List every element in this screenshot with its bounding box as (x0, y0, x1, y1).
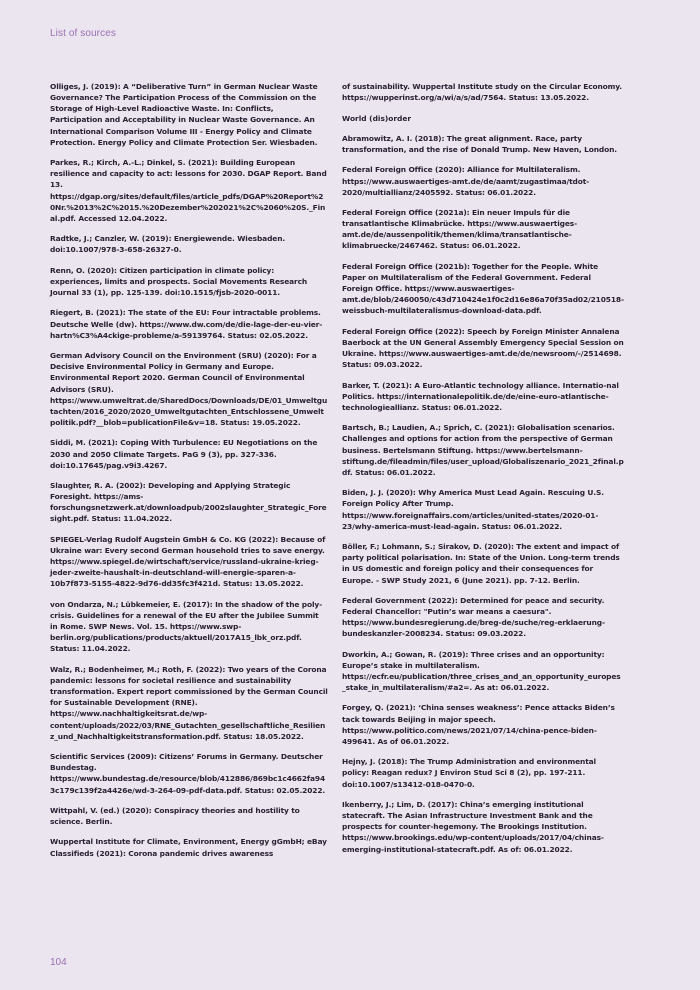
reference-entry: Federal Foreign Office (2021a): Ein neuer Impuls für die transatlantische Klimabrücke. https://www.auswaertiges-amt.de/de/aussenpolitik/themen/klima/transatlantische-klimabruecke/2467462. Status: 06.01.2022. (342, 208, 578, 251)
reference-entry: Renn, O. (2020): Citizen participation in climate policy: experiences, limits and prospects. Social Movements Research Journal 33 (1), pp. 125-139. doi:10.1515/fjsb-2020-0011. (50, 265, 308, 298)
reference-entry: Federal Foreign Office (2021b): Together for the People. White Paper on Multilateralism of the Federal Government. Federal Foreign Office. https://www.auswaertiges-amt.de/blob/2460050/c43d710424e1f0c2d16e86a70f35ad02/210518-weissbuch-multilateralismus-download-data.pdf. (342, 261, 624, 316)
reference-entry: Federal Foreign Office (2020): Alliance for Multilateralism. https://www.auswaertiges-amt.de/de/aamt/zugastimaa/tdot-2020/multiallianz/2405592. Status: 06.01.2022. (342, 165, 590, 197)
reference-entry: Barker, T. (2021): A Euro-Atlantic technology alliance. Internatio-nal Politics. https://internationalepolitik.de/de/eine-euro-atlantische-technologieallianz. Status: 06.01.2022. (342, 380, 619, 412)
reference-entry: Parkes, R.; Kirch, A.-L.; Dinkel, S. (2021): Building European resilience and capacity to act: lessons for 2030. DGAP Report. Band 13. https://dgap.org/sites/default/files/article_pdfs/DGAP%20Report%20Nr.%2013%2C%2015.%20Dezember%202021%2C%2060%20S._Final.pdf. Accessed 12.04.2022. (50, 158, 327, 223)
reference-entry: Wittpahl, V. (ed.) (2020): Conspiracy theories and hostility to science. Berlin. (50, 805, 300, 826)
reference-entry: German Advisory Council on the Environment (SRU) (2020): For a Decisive Environmental Policy in Germany and Europe. Environmental Report 2020. German Council of Environmental Advisors (SRU). https://www.umweltrat.de/SharedDocs/Downloads/DE/01_Umweltgutachten/2016_2020/2020_Umweltgutachten_Entschlossene_Umweltpolitik.pdf?__blob=publicationFile&v=18. Status: 19.05.2022. (50, 351, 328, 427)
reference-entry: Hejny, J. (2018): The Trump Administration and environmental policy: Reagan redux? J Environ Stud Sci 8 (2), pp. 197-211. doi:10.1007/s13412-018-0470-0. (342, 757, 596, 789)
running-head: List of sources (50, 28, 116, 39)
reference-entry-continued: of sustainability. Wuppertal Institute study on the Circular Economy. https://wupperinst.org/a/wi/a/s/ad/7564. Status: 13.05.2022. (342, 82, 623, 103)
reference-entry: Riegert, B. (2021): The state of the EU: Four intractable problems. Deutsche Welle (dw). https://www.dw.com/de/die-lage-der-eu-vier-hartn%C3%A4ckige-probleme/a-59139764. Status: 02.05.2022. (50, 308, 323, 340)
page-number: 104 (50, 957, 67, 968)
reference-entry: von Ondarza, N.; Lübkemeier, E. (2017): In the shadow of the poly-crisis. Guidelines for a renewal of the EU after the Jubilee Summit in Rome. SWP News. Vol. 15. https://www.swp-berlin.org/publications/products/aktuell/2017A15_lbk_orz.pdf. Status: 11.04.2022. (50, 599, 323, 654)
reference-entry: Bartsch, B.; Laudien, A.; Sprich, C. (2021): Globalisation scenarios. Challenges and options for action from the perspective of German business. Bertelsmann Stiftung. https://www.bertelsmann-stiftung.de/fileadmin/files/user_upload/Globaliszenario_2021_2final.pdf. Status: 06.01.2022. (342, 423, 624, 477)
reference-entry: Biden, J. J. (2020): Why America Must Lead Again. Rescuing U.S. Foreign Policy After Trump. https://www.foreignaffairs.com/articles/united-states/2020-01-23/why-america-must-lead-again. Status: 06.01.2022. (342, 488, 604, 531)
section-heading: World (dis)order (342, 113, 412, 123)
left-column (50, 81, 328, 868)
reference-entry: Federal Government (2022): Determined for peace and security. Federal Chancellor: "Putin’s war means a caesura". https://www.bundesregierung.de/breg-de/suche/reg-erklaerung-bundeskanzler-2008234. Status: 09.03.2022. (342, 595, 605, 639)
reference-entry: Scientific Services (2009): Citizens’ Forums in Germany. Deutscher Bundestag. https://www.bundestag.de/resource/blob/412886/869bc1c4662fa943c179c139f2a4426e/wd-3-264-09-pdf-data.pdf. Status: 02.05.2022. (50, 752, 326, 795)
reference-entry: Olliges, J. (2019): A “Deliberative Turn” in German Nuclear Waste Governance? The Participation Process of the Commission on the Storage of High-Level Radioactive Waste. In: Conflicts, Participation and Acceptability in Nuclear Waste Governance. An International Comparison Volume III - Energy Policy and Climate Protection. Energy Policy and Climate Protection Ser. Wiesbaden. (50, 82, 318, 147)
reference-entry: Abramowitz, A. I. (2018): The great alignment. Race, party transformation, and the rise of Donald Trump. New Haven, London. (342, 133, 617, 154)
reference-entry: SPIEGEL-Verlag Rudolf Augstein GmbH & Co. KG (2022): Because of Ukraine war: Every second German household tries to save energy. https://www.spiegel.de/wirtschaft/service/russland-ukraine-krieg-jeder-zweite-haushalt-in-deutschland-will-energie-sparen-a-10b7f873-5155-4822-9d76-dd35fc3f421d. Status: 13.05.2022. (50, 534, 326, 589)
reference-entry: Siddi, M. (2021): Coping With Turbulence: EU Negotiations on the 2030 and 2050 Climate Targets. PaG 9 (3), pp. 327-336. doi:10.17645/pag.v9i3.4267. (50, 438, 318, 470)
reference-entry: Wuppertal Institute for Climate, Environment, Energy gGmbH; eBay Classifieds (2021): Corona pandemic drives awareness (50, 837, 327, 858)
reference-entry: Forgey, Q. (2021): ‘China senses weakness’: Pence attacks Biden’s tack towards Beijing in major speech. https://www.politico.com/news/2021/07/14/china-pence-biden-499641. As of 06.01.2022. (342, 703, 615, 746)
reference-entry: Walz, R.; Bodenheimer, M.; Roth, F. (2022): Two years of the Corona pandemic: lessons for societal resilience and sustainability transformation. Expert report commissioned by the German Council for Sustainable Development (RNE). https://www.nachhaltigkeitsrat.de/wp-content/uploads/2022/03/RNE_Gutachten_gesellschaftliche_Resilienz_und_Nachhaltigkeitstransformation.pdf. Status: 18.05.2022. (50, 664, 328, 741)
reference-entry: Radtke, J.; Canzler, W. (2019): Energiewende. Wiesbaden. doi:10.1007/978-3-658-26327-0. (50, 234, 286, 255)
reference-entry: Ikenberry, J.; Lim, D. (2017): China’s emerging institutional statecraft. The Asian Infrastructure Investment Bank and the prospects for counter-hegemony. The Brookings Institution. https://www.brookings.edu/wp-content/uploads/2017/04/chinas-emerging-institutional-statecraft.pdf. As of: 06.01.2022. (342, 799, 604, 854)
reference-entry: Dworkin, A.; Gowan, R. (2019): Three crises and an opportunity: Europe’s stake in multilateralism. https://ecfr.eu/publication/three_crises_and_an_opportunity_europes_stake_in_multilateralism/#a2=. As at: 06.01.2022. (342, 649, 621, 693)
reference-entry: Slaughter, R. A. (2002): Developing and Applying Strategic Foresight. https://ams-forschungsnetzwerk.at/downloadpub/2002slaughter_Strategic_Foresight.pdf. Status: 11.04.2022. (50, 481, 327, 524)
reference-entry: Federal Foreign Office (2022): Speech by Foreign Minister Annalena Baerbock at the UN General Assembly Emergency Special Session on Ukraine. https://www.auswaertiges-amt.de/de/newsroom/-/2514698. Status: 09.03.2022. (342, 326, 624, 370)
right-column (342, 81, 624, 864)
reference-entry: Böller, F.; Lohmann, S.; Sirakov, D. (2020): The extent and impact of party political polarisation. In: State of the Union. Long-term trends in US domestic and foreign policy and their consequences for Europe. - SWP Study 2021, 6 (June 2021). pp. 7-12. Berlin. (342, 542, 620, 585)
